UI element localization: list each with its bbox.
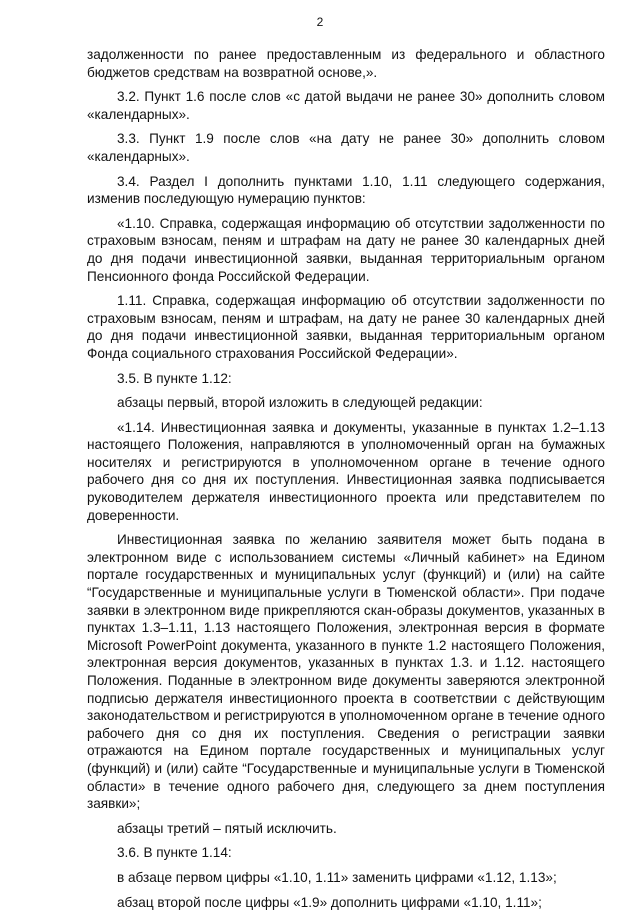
paragraph: абзац второй после цифры «1.9» дополнить цифрами «1.10, 1.11»; <box>117 894 542 910</box>
paragraph: Инвестиционная заявка по желанию заявителя может быть подана в электронном виде с использованием системы «Личный кабинет» на Едином портале государственных и муниципальных услуг (функций) и (или) на сайте “Государственные и муниципальные услуги в Тюменской области». При подаче заявки в электронном виде прикрепляются скан-образы документов, указанных в пунктах 1.3–1.11, 1.13 настоящего Положения, электронная версия в формате Microsoft PowerPoint документа, указанного в пункте 1.2 настоящего Положения, электронная версия документов, указанных в пунктах 1.3. и 1.12. настоящего Положения. Поданные в электронном виде документы заверяются электронной подписью держателя инвестиционного проекта в соответствии с действующим законодательством и регистрируются в уполномоченном органе в течение одного рабочего дня со дня их поступления. Сведения о регистрации заявки отражаются на Едином портале государственных и муниципальных услуг (функций) и (или) сайте “Государственные и муниципальные услуги в Тюменской области» в течение одного рабочего дня, следующего за днем поступления заявки»; <box>87 532 606 812</box>
paragraph: 3.2. Пункт 1.6 после слов «с датой выдачи не ранее 30» дополнить словом «календарных». <box>87 89 605 122</box>
document-body <box>87 46 605 918</box>
paragraph: абзацы третий – пятый исключить. <box>117 820 337 836</box>
page-number: 2 <box>316 15 324 29</box>
paragraph: 1.11. Справка, содержащая информацию об отсутствии задолженности по страховым взносам, пеням и штрафам, на дату не ранее 30 календарных дней до дня подачи инвестиционной заявки, выданная территориальным органом Фонда социального страхования Российской Федерации». <box>87 293 605 361</box>
paragraph: «1.10. Справка, содержащая информацию об отсутствии задолженности по страховым взносам, пеням и штрафам на дату не ранее 30 календарных дней до дня подачи инвестиционной заявки, выданная территориальным органом Пенсионного фонда Российской Федерации. <box>87 215 605 284</box>
paragraph: 3.4. Раздел I дополнить пунктами 1.10, 1.11 следующего содержания, изменив последующую нумерацию пунктов: <box>87 173 605 207</box>
paragraph: абзацы первый, второй изложить в следующей редакции: <box>117 395 483 411</box>
paragraph: 3.3. Пункт 1.9 после слов «на дату не ранее 30» дополнить словом «календарных». <box>87 131 605 164</box>
paragraph: в абзаце первом цифры «1.10, 1.11» заменить цифрами «1.12, 1.13»; <box>117 869 557 885</box>
paragraph: 3.5. В пункте 1.12: <box>117 370 232 386</box>
paragraph: 3.6. В пункте 1.14: <box>117 845 232 861</box>
paragraph: «1.14. Инвестиционная заявка и документы, указанные в пунктах 1.2–1.13 настоящего Положения, направляются в уполномоченный орган на бумажных носителях и регистрируются в уполномоченном органе в течение одного рабочего дня со дня их поступления. Инвестиционная заявка подписывается руководителем держателя инвестиционного проекта или представителем по доверенности. <box>87 419 605 523</box>
paragraph: задолженности по ранее предоставленным из федерального и областного бюджетов средствам на возвратной основе,». <box>87 47 605 80</box>
